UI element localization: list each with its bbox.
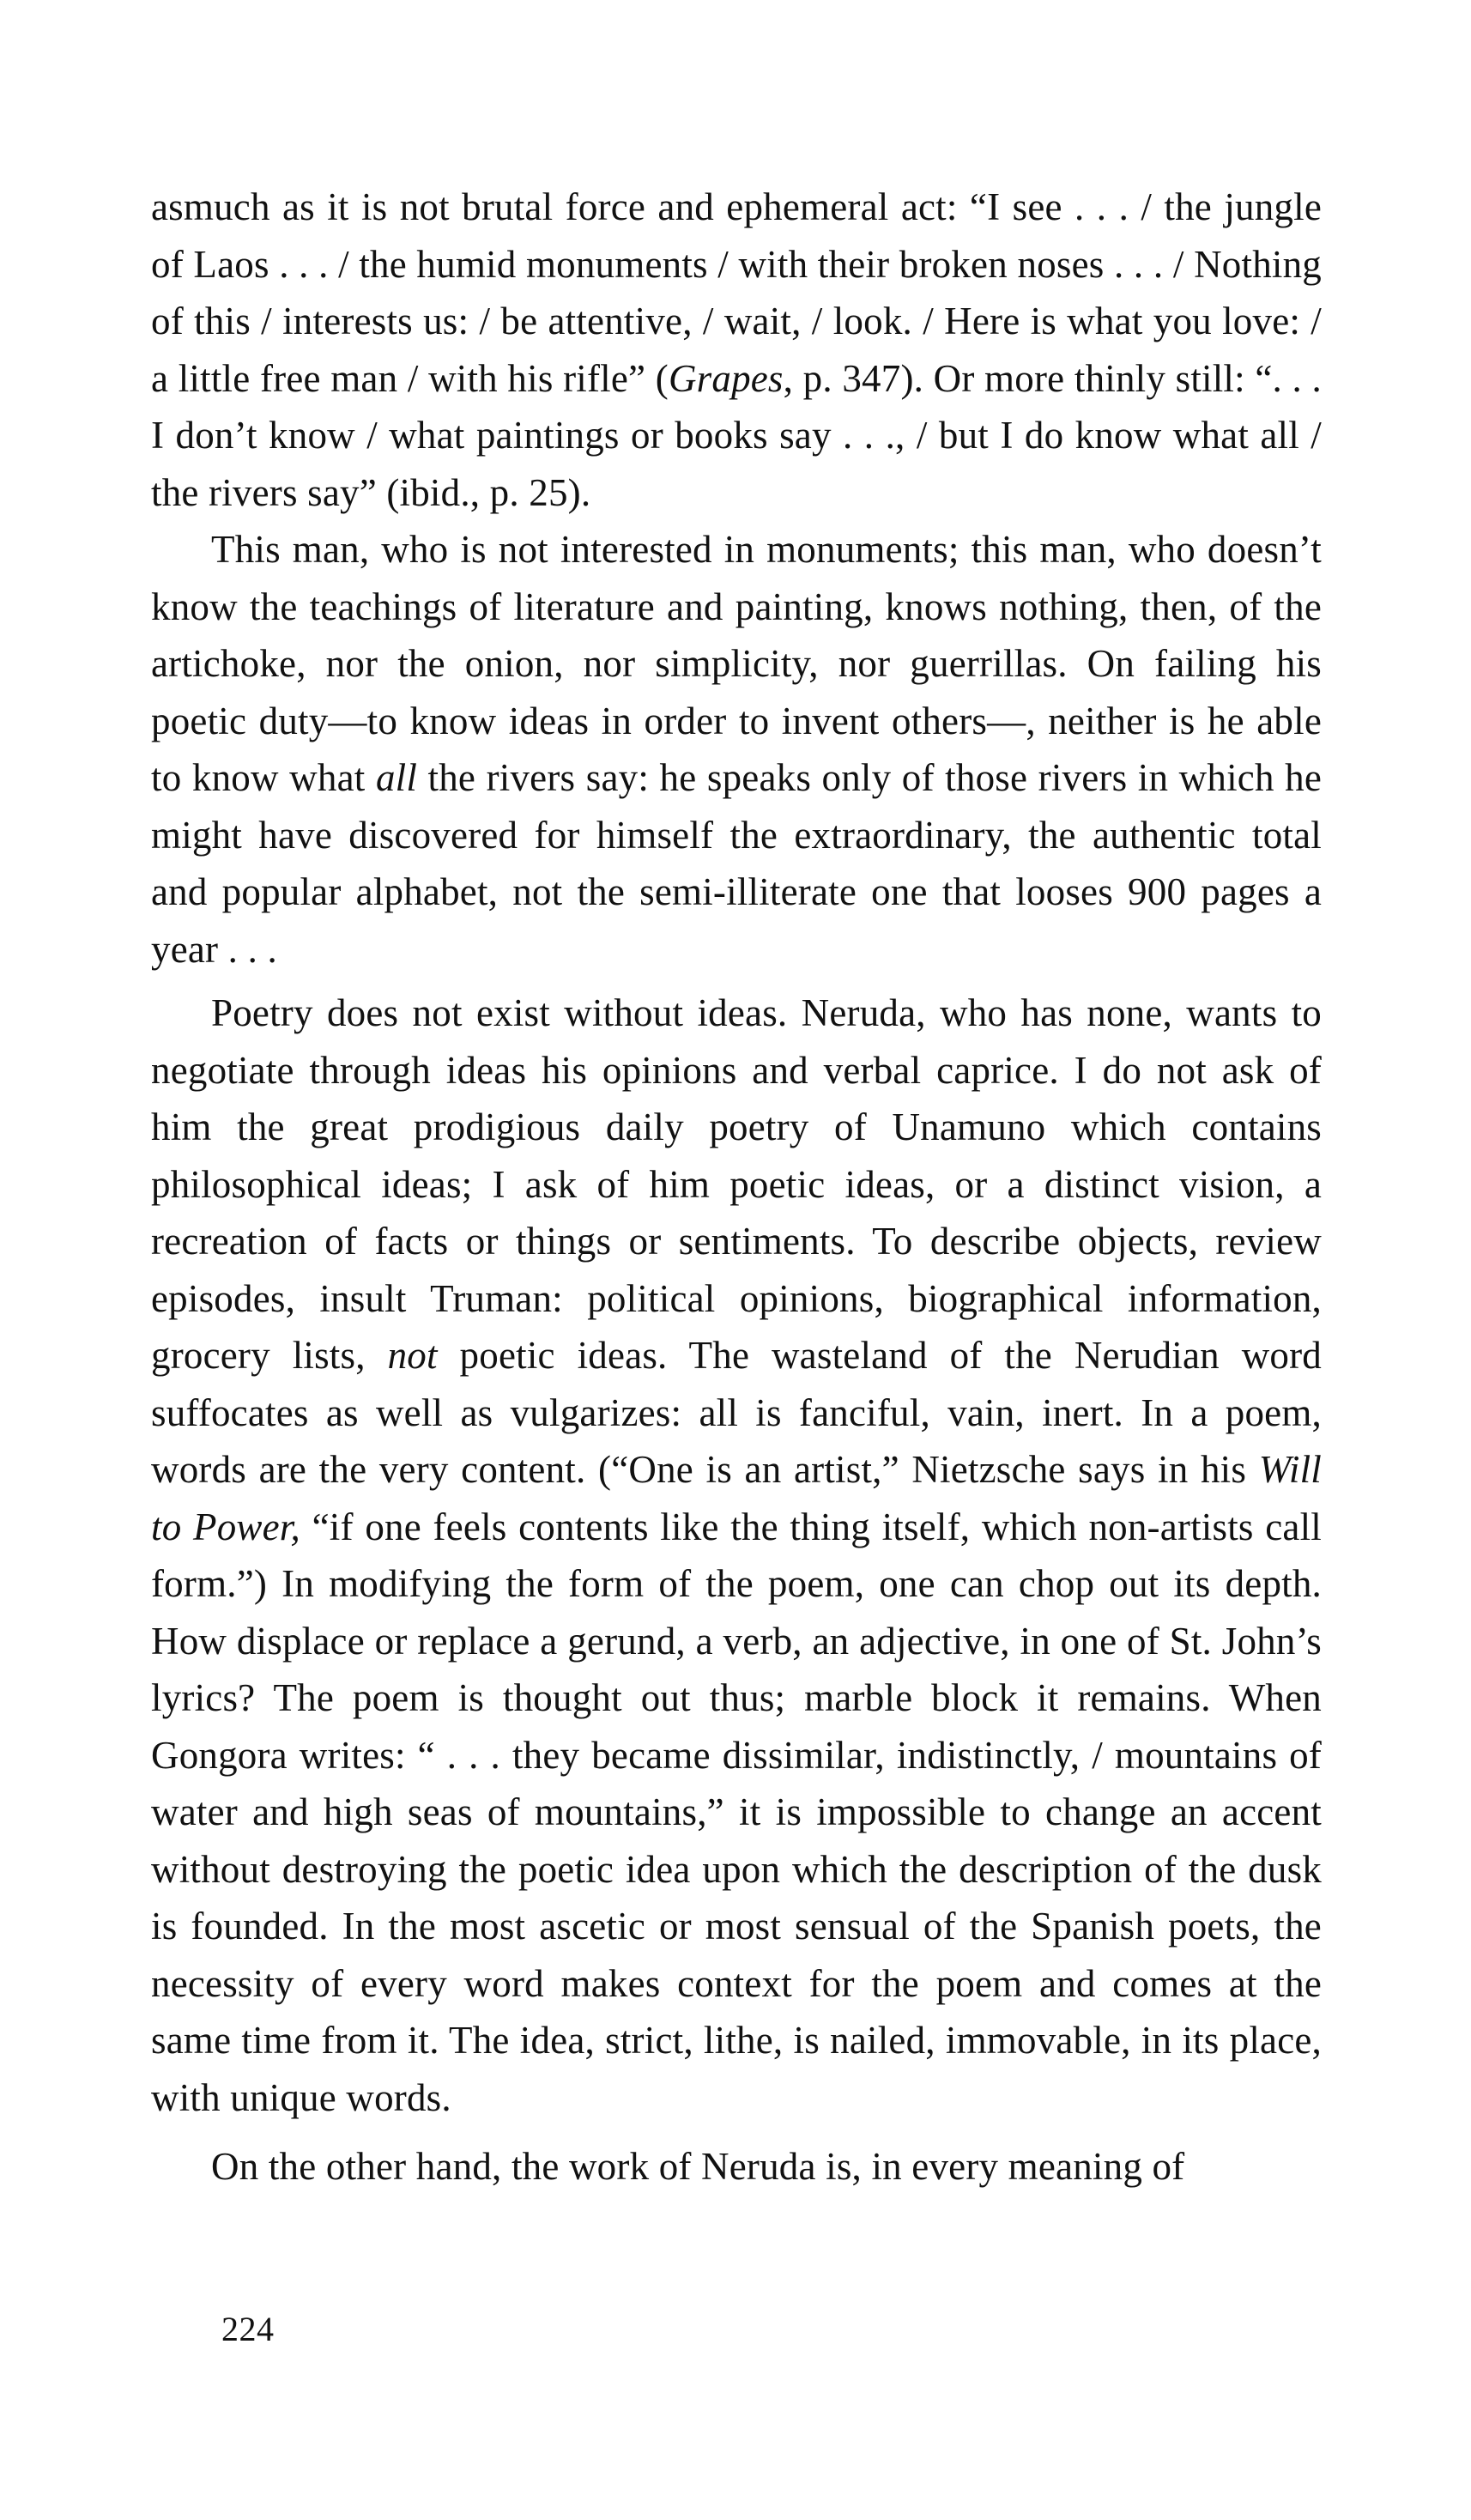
paragraph-3 [151,984,1322,2126]
paragraph-1 [151,179,1322,521]
paragraph-text: poetic ideas. The wasteland of the Nerudian word suffocates as well as vulgarizes: all is fanciful, vain, inert. In a poem, words are the very content. (“One is an artist,” Nietzsche says in his [151,1334,1323,1491]
paragraph-4 [151,2138,1322,2196]
paragraph-text: “if one feels contents like the thing itself, which non-artists call form.”) In modifying the form of the poem, one can chop out its depth. How displace or replace a gerund, a verb, an adjective, in one of St. John’s lyrics? The poem is thought out thus; marble block it remains. When Gongora writes: “ . . . they became dissimilar, indistinctly, / mountains of water and high seas of mountains,” it is impossible to change an accent without destroying the poetic idea upon which the description of the dusk is founded. In the most ascetic or most sensual of the Spanish poets, the necessity of every word makes context for the poem and comes at the same time from it. The idea, strict, lithe, is nailed, immovable, in its place, with unique words. [151,1505,1322,2119]
paragraph-2 [151,521,1322,978]
italic-emphasis-all: all [375,756,418,799]
paragraph-text: the rivers say: he speaks only of those rivers in which he might have discovered for himself the extraordinary, the authentic total and popular alphabet, not the semi-illiterate one that looses 900 pages a year . . . [151,756,1322,971]
page-number: 224 [221,2310,275,2348]
italic-title-grapes: Grapes [668,356,784,400]
italic-emphasis-not: not [387,1334,438,1377]
paragraph-text: , p. 347). Or more thinly still: “. . . I don’t know / what paintings or books say . . ., / but I do know what all / the rivers say” (ibid., p. 25). [151,356,1323,514]
paragraph-text: On the other hand, the work of Neruda is, in every meaning of [211,2145,1185,2188]
paragraph-text: asmuch as it is not brutal force and ephemeral act: “I see . . . / the jungle of Laos . . . / the humid monuments / with their broken noses . . . / Nothing of this / interests us: / be attentive, / wait, / look. / Here is what you love: / a little free man / with his rifle” ( [151,185,1322,400]
paragraph-text: This man, who is not interested in monuments; this man, who doesn’t know the teachings of literature and painting, knows nothing, then, of the artichoke, nor the onion, nor simplicity, nor guerrillas. On failing his poetic duty—to know ideas in order to invent others—, neither is he able to know what [151,528,1322,799]
italic-title-will-to-power: Will to Power, [151,1448,1322,1548]
body-text [151,179,1322,2196]
paragraph-text: Poetry does not exist without ideas. Neruda, who has none, wants to negotiate through ideas his opinions and verbal caprice. I do not ask of him the great prodigious daily poetry of Unamuno which contains philosophical ideas; I ask of him poetic ideas, or a distinct vision, a recreation of facts or things or sentiments. To describe objects, review episodes, insult Truman: political opinions, biographical information, grocery lists, [151,991,1322,1377]
